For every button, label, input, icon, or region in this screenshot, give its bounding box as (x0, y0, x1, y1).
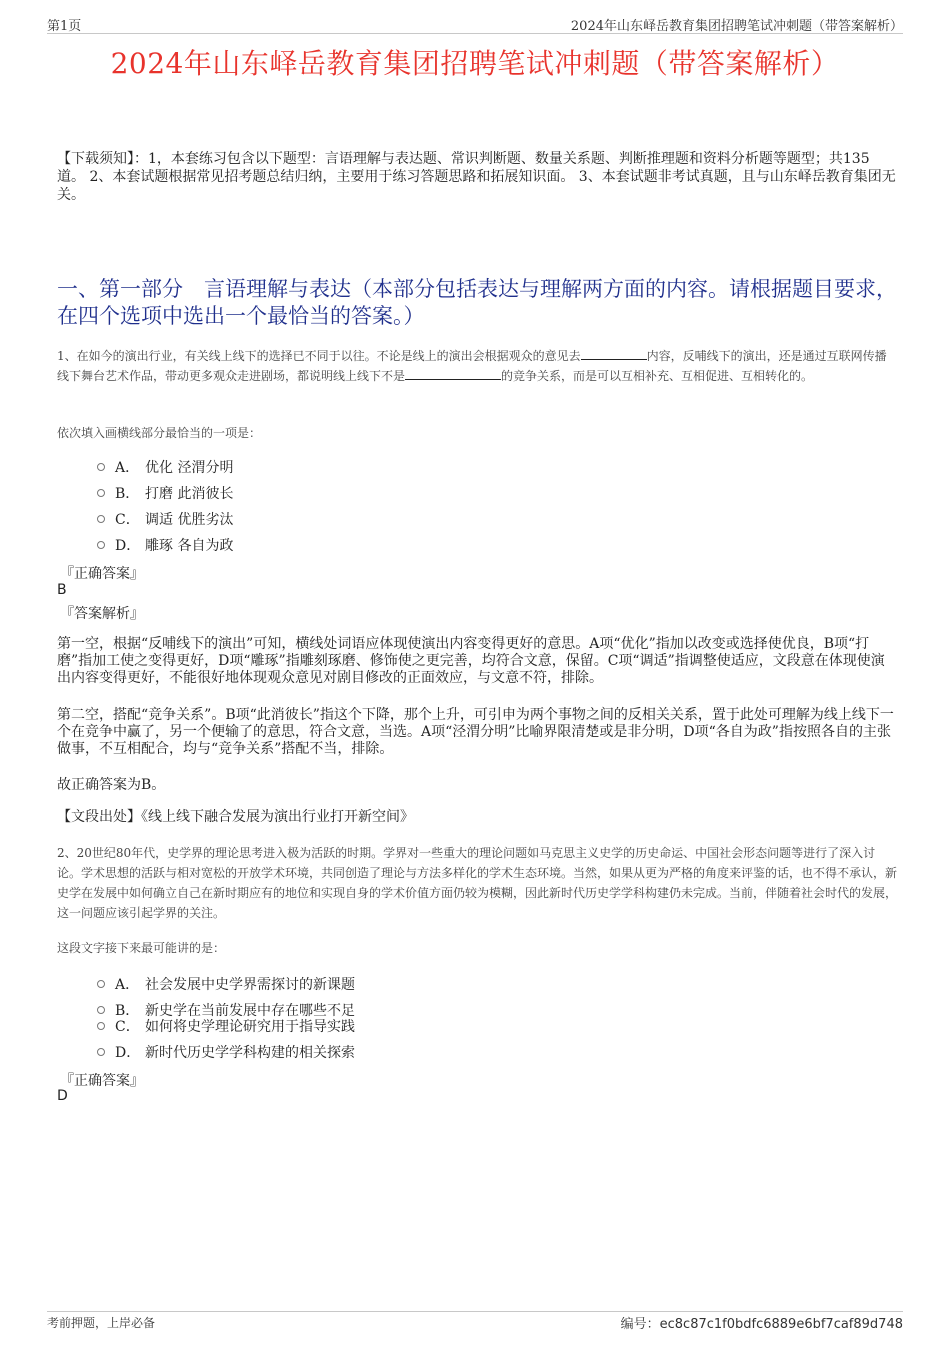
question-2-text: 2、20世纪80年代，史学界的理论思考进入极为活跃的时期。学界对一些重大的理论问题如马克思主义史学的历史命运、中国社会形态问题等进行了深入讨论。学术思想的活跃与相对宽松的开放学术环境，共同创造了理论与方法多样化的学术生态环境。当然，如果从更为严格的角度来评鉴的话，也不得不承认，新史学在发展中如何确立自己在新时期应有的地位和实现自身的学术价值方面仍较为模糊，因此新时代历史学学科构建仍未完成。当前，伴随着社会时代的发展，这一问题应该引起学界的关注。 (57, 846, 898, 920)
option-text: 如何将史学理论研究用于指导实践 (145, 1019, 355, 1035)
q1-analysis-paragraph-2: 第二空，搭配“竞争关系”。B项“此消彼长”指这个下降，那个上升，可引申为两个事物之间的反相关关系，置于此处可理解为线上线下一个在竞争中赢了，另一个便输了的意思，符合文意，当选。A项“泾渭分明”比喻界限清楚或是非分明，D项“各自为政”指按照各自的主张做事，不互相配合，均与“竞争关系”搭配不当，排除。 (57, 707, 894, 757)
q1-option-b[interactable] (97, 483, 233, 503)
download-notice: 【下载须知】：1，本套练习包含以下题型：言语理解与表达题、常识判断题、数量关系题、判断推理题和资料分析题等题型；共135道。 2、本套试题根据常见招考题总结归纳，主要用于练习答题思路和拓展知识面。 3、本套试题非考试真题，且与山东峄岳教育集团无关。 (57, 151, 896, 203)
question-1-text-part1: 1、在如今的演出行业，有关线上线下的选择已不同于以往。不论是线上的演出会根据观众的意见去 (57, 349, 581, 363)
q1-conclusion: 故正确答案为B。 (57, 777, 166, 793)
q1-analysis-label: 『答案解析』 (60, 606, 144, 622)
option-text: 调适 优胜劣汰 (145, 512, 234, 528)
fill-blank-1 (581, 347, 647, 360)
option-letter: A． (115, 460, 140, 476)
q1-option-d[interactable] (97, 535, 233, 555)
question-1-text (57, 346, 897, 386)
question-1-prompt: 依次填入画横线部分最恰当的一项是： (57, 426, 262, 440)
radio-icon[interactable] (97, 1048, 105, 1056)
radio-icon[interactable] (97, 980, 105, 988)
q1-option-c[interactable] (97, 509, 233, 529)
radio-icon[interactable] (97, 541, 105, 549)
q1-option-a[interactable] (97, 457, 233, 477)
option-letter: A． (115, 977, 140, 993)
option-letter: B． (115, 486, 140, 502)
page-number: 第1页 (47, 19, 82, 34)
footer-divider (47, 1311, 903, 1312)
q2-option-c[interactable] (97, 1016, 355, 1036)
section-heading: 一、第一部分 言语理解与表达（本部分包括表达与理解两方面的内容。请根据题目要求，在四个选项中选出一个最恰当的答案。） (57, 277, 897, 328)
question-1-text-part2: 内容，反哺线下的演出，还是通过互联网传播线下舞台艺术作品，带动更多观众走进剧场，都说明线上线下不是 (57, 349, 887, 383)
q1-source: 【文段出处】《线上线下融合发展为演出行业打开新空间》 (57, 809, 414, 825)
option-letter: C． (115, 512, 140, 528)
header-divider (47, 33, 903, 34)
document-code-label: 编号： (620, 1317, 660, 1332)
q2-option-d[interactable] (97, 1042, 355, 1062)
q1-answer: B (57, 582, 67, 598)
document-title: 2024年山东峄岳教育集团招聘笔试冲刺题（带答案解析） (110, 47, 840, 80)
q2-answer: D (57, 1088, 68, 1104)
radio-icon[interactable] (97, 489, 105, 497)
q2-option-a[interactable] (97, 974, 355, 994)
option-text: 新时代历史学学科构建的相关探索 (145, 1045, 355, 1061)
option-letter: D． (115, 538, 141, 554)
radio-icon[interactable] (97, 515, 105, 523)
footer-slogan: 考前押题，上岸必备 (47, 1316, 156, 1330)
question-2-prompt: 这段文字接下来最可能讲的是： (57, 941, 226, 955)
option-letter: D． (115, 1045, 141, 1061)
option-text: 打磨 此消彼长 (145, 486, 234, 502)
option-letter: B． (115, 1003, 140, 1019)
document-code (621, 1313, 903, 1332)
document-code-value: ec8c87c1f0bdfc6889e6bf7caf89d748 (659, 1317, 903, 1332)
option-text: 优化 泾渭分明 (145, 460, 234, 476)
q1-analysis-paragraph-1: 第一空，根据“反哺线下的演出”可知，横线处词语应体现使演出内容变得更好的意思。A项“优化”指加以改变或选择使优良，B项“打磨”指加工使之变得更好，D项“雕琢”指雕刻琢磨、修饰使之更完善，均符合文意，保留。C项“调适”指调整使适应，文段意在体现使演出内容变得更好，不能很好地体现观众意见对剧目修改的正面效应，与文意不符，排除。 (57, 636, 885, 686)
running-header-title: 2024年山东峄岳教育集团招聘笔试冲刺题（带答案解析） (570, 19, 903, 34)
q2-answer-label: 『正确答案』 (60, 1073, 144, 1089)
option-text: 雕琢 各自为政 (145, 538, 234, 554)
option-text: 社会发展中史学界需探讨的新课题 (145, 977, 355, 993)
radio-icon[interactable] (97, 1006, 105, 1014)
option-text: 新史学在当前发展中存在哪些不足 (145, 1003, 355, 1019)
radio-icon[interactable] (97, 1022, 105, 1030)
radio-icon[interactable] (97, 463, 105, 471)
question-1-text-part3: 的竞争关系，而是可以互相补充、互相促进、互相转化的。 (501, 369, 814, 383)
q1-answer-label: 『正确答案』 (60, 566, 144, 582)
option-letter: C． (115, 1019, 140, 1035)
fill-blank-2 (405, 367, 501, 380)
